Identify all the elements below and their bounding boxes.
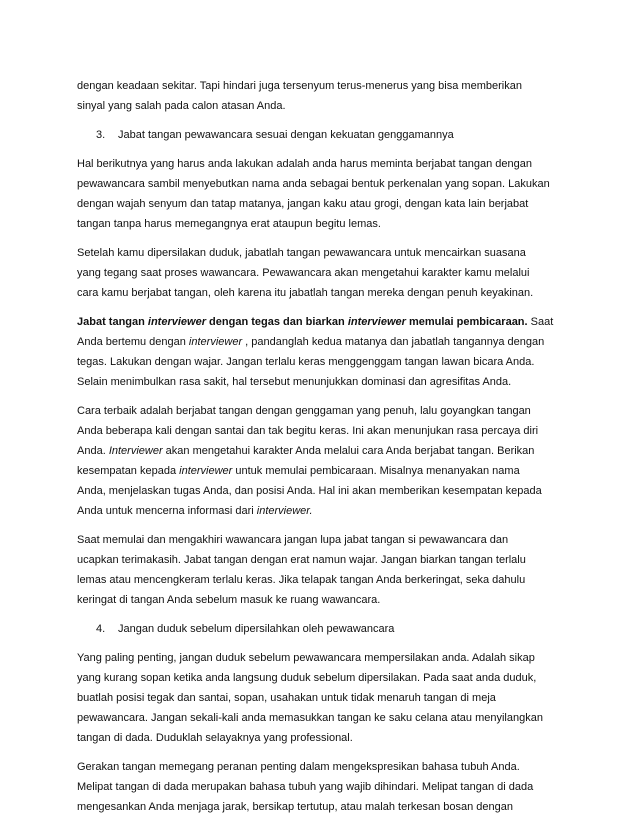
text-span: , pandanglah kedua matanya dan jabatlah tangannya dengan	[242, 336, 545, 348]
list-item-text: Jabat tangan pewawancara sesuai dengan kekuatan genggamannya	[118, 129, 454, 141]
paragraph-2	[77, 243, 572, 303]
text-line: dengan keadaan sekitar. Tapi hindari juga tersenyum terus-menerus yang bisa memberikan	[77, 80, 522, 92]
text-span: dengan tegas dan biarkan	[206, 316, 348, 328]
text-line: keringat di tangan Anda sebelum masuk ke ruang wawancara.	[77, 594, 381, 606]
italic-text: Interviewer	[108, 445, 163, 457]
text-line: dengan wajah senyum dan tatap matanya, jangan kaku atau grogi, dengan kata lain berjabat	[77, 198, 529, 210]
text-line: buatlah posisi tegak dan santai, sopan, usahakan untuk tidak menaruh tangan di meja	[77, 692, 496, 704]
text-line: mengesankan Anda menjaga jarak, bersikap tertutup, atau malah terkesan bosan dengan	[77, 801, 514, 813]
text-line: ucapkan terimakasih. Jabat tangan dengan erat namun wajar. Jangan biarkan tangan terlalu	[77, 554, 526, 566]
text-line: tangan tanpa harus memegangnya erat ataupun begitu lemas.	[77, 218, 381, 230]
text-span: akan mengetahui karakter Anda melalui cara Anda berjabat tangan. Berikan	[162, 445, 535, 457]
text-line: Cara terbaik adalah berjabat tangan dengan genggaman yang penuh, lalu goyangkan tangan	[77, 405, 531, 417]
text-line: tegas. Lakukan dengan wajar. Jangan terlalu keras menggenggam tangan lawan bicara Anda.	[77, 356, 535, 368]
text-line: Anda, menjelaskan tugas Anda, dan posisi Anda. Hal ini akan memberikan kesempatan kepada	[77, 485, 542, 497]
text-span: memulai pembicaraan.	[405, 316, 528, 328]
paragraph-6	[77, 648, 572, 748]
text-line: yang kurang sopan ketika anda langsung duduk sebelum dipersilakan. Pada saat anda duduk,	[77, 672, 537, 684]
text-span: Anda untuk mencerna informasi dari	[77, 505, 257, 517]
paragraph-1	[77, 154, 572, 234]
text-line: pewawancara. Jangan sekali-kali anda memasukkan tangan ke saku celana atau menyilangkan	[77, 712, 543, 724]
text-line: Gerakan tangan memegang peranan penting dalam mengekspresikan bahasa tubuh Anda.	[77, 761, 520, 773]
paragraph-5	[77, 530, 572, 610]
text-line: pewawancara sambil menyebutkan nama anda sebagai bentuk perkenalan yang sopan. Lakukan	[77, 178, 550, 190]
text-line: Setelah kamu dipersilakan duduk, jabatlah tangan pewawancara untuk mencairkan suasana	[77, 247, 526, 259]
bold-text	[77, 316, 528, 328]
italic-text: interviewer	[179, 465, 233, 477]
text-span: untuk memulai pembicaraan. Misalnya menanyakan nama	[232, 465, 520, 477]
text-line: cara kamu berjabat tangan, oleh karena itu jabatlah tangan mereka dengan penuh keyakinan.	[77, 287, 534, 299]
paragraph-4	[77, 401, 572, 521]
list-item-text: Jangan duduk sebelum dipersilahkan oleh pewawancara	[118, 623, 395, 635]
text-line: sinyal yang salah pada calon atasan Anda.	[77, 100, 286, 112]
paragraph-7	[77, 757, 572, 817]
paragraph-3	[77, 312, 572, 392]
text-line	[77, 441, 572, 461]
list-number: 3.	[96, 129, 106, 141]
paragraph-0	[77, 76, 572, 116]
italic-text: interviewer	[347, 316, 406, 328]
text-line	[77, 461, 572, 481]
list-item-4	[77, 619, 572, 639]
italic-text: interviewer	[147, 316, 206, 328]
text-line	[77, 332, 572, 352]
text-line: Saat memulai dan mengakhiri wawancara jangan lupa jabat tangan si pewawancara dan	[77, 534, 509, 546]
text-line: Yang paling penting, jangan duduk sebelum pewawancara mempersilakan anda. Adalah sikap	[77, 652, 535, 664]
text-line: lemas atau mencengkeram terlalu keras. Jika telapak tangan Anda berkeringat, seka dahulu	[77, 574, 526, 586]
text-span: Anda.	[77, 445, 109, 457]
text-span: kesempatan kepada	[77, 465, 180, 477]
text-line	[77, 312, 572, 332]
text-line: Melipat tangan di dada merupakan bahasa tubuh yang wajib dihindari. Melipat tangan di dada	[77, 781, 534, 793]
text-span: Anda bertemu dengan	[77, 336, 189, 348]
text-span: Saat	[527, 316, 554, 328]
list-item-3	[77, 125, 572, 145]
text-line: Anda beberapa kali dengan santai dan tak begitu keras. Ini akan menunjukan rasa percaya diri	[77, 425, 539, 437]
text-line: yang tegang saat proses wawancara. Pewawancara akan mengetahui karakter kamu melalui	[77, 267, 530, 279]
list-number: 4.	[96, 623, 106, 635]
text-line: Selain menimbulkan rasa sakit, hal tersebut menunjukkan dominasi dan agresifitas Anda.	[77, 376, 512, 388]
italic-text: interviewer.	[256, 505, 313, 517]
text-span: Jabat tangan	[77, 316, 148, 328]
italic-text: interviewer	[188, 336, 243, 348]
text-line: Hal berikutnya yang harus anda lakukan adalah anda harus meminta berjabat tangan dengan	[77, 158, 532, 170]
text-line	[77, 501, 572, 521]
text-line: tangan di dada. Duduklah selayaknya yang professional.	[77, 732, 353, 744]
